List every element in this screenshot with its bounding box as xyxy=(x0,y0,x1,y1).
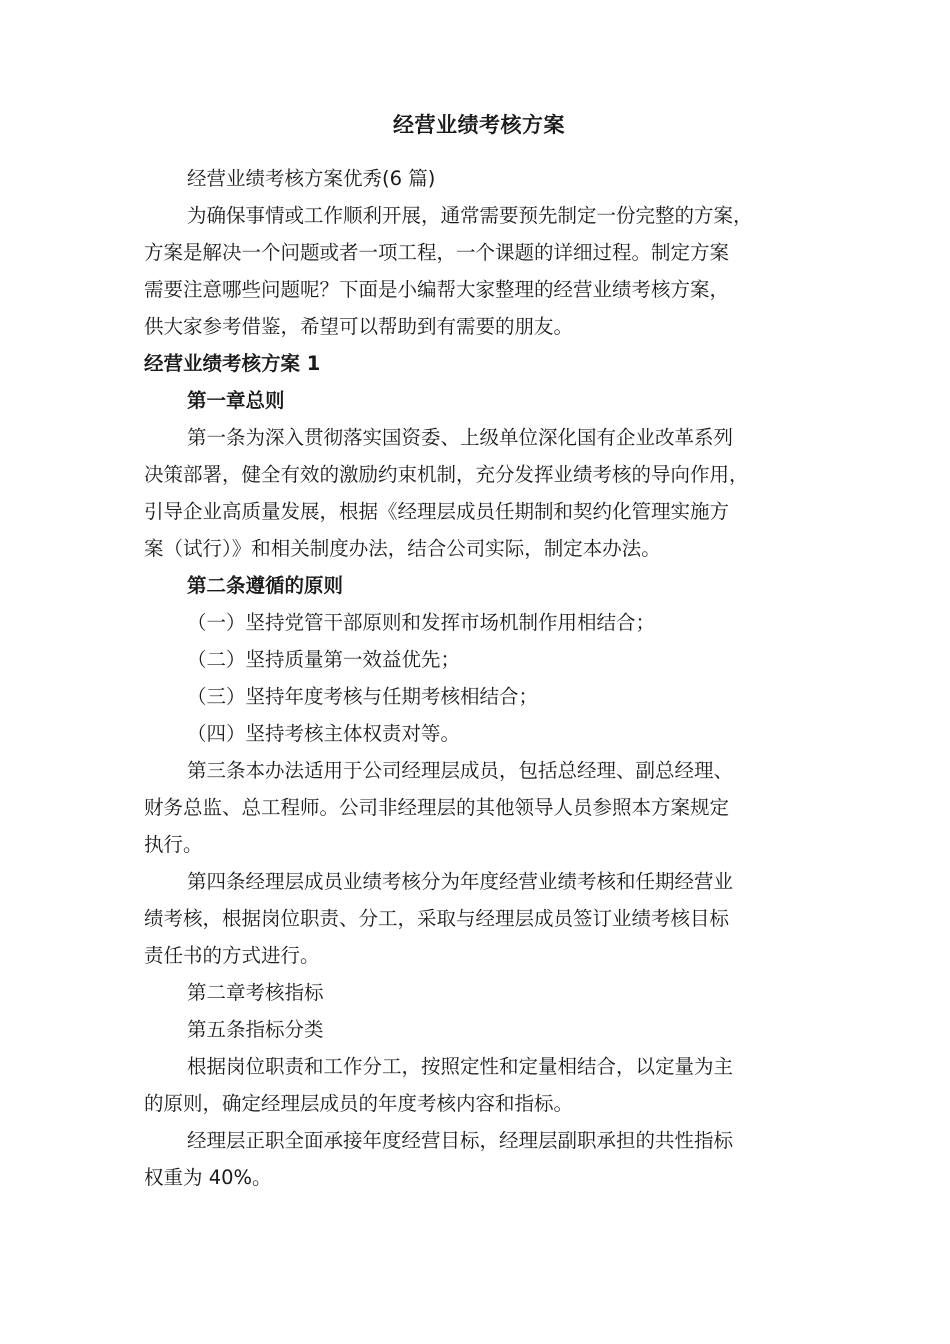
paragraph-line: 根据岗位职责和工作分工，按照定性和定量相结合，以定量为主 xyxy=(187,1055,734,1078)
document-page xyxy=(144,108,814,1196)
paragraph-line: 的原则，确定经理层成员的年度考核内容和指标。 xyxy=(144,1092,574,1115)
paragraph-line: 经营业绩考核方案优秀(6 篇) xyxy=(187,167,436,190)
paragraph-line: 责任书的方式进行。 xyxy=(144,944,320,967)
section-heading-line: 第二条遵循的原则 xyxy=(187,574,344,597)
paragraph-line: 方案是解决一个问题或者一项工程，一个课题的详细过程。制定方案 xyxy=(144,241,730,264)
paragraph-line: 权重为 40%。 xyxy=(144,1166,272,1189)
paragraph-line: 供大家参考借鉴，希望可以帮助到有需要的朋友。 xyxy=(144,315,574,338)
paragraph-line: （四）坚持考核主体权责对等。 xyxy=(187,722,461,745)
paragraph-line: 第二章考核指标 xyxy=(187,981,324,1004)
paragraph-line: 案（试行）》和相关制度办法，结合公司实际，制定本办法。 xyxy=(144,537,661,560)
paragraph-line: （三）坚持年度考核与任期考核相结合； xyxy=(187,685,539,708)
section-heading-line: 经营业绩考核方案 1 xyxy=(144,352,321,375)
paragraph-line: 决策部署，健全有效的激励约束机制，充分发挥业绩考核的导向作用， xyxy=(144,463,749,486)
section-heading-line: 第一章总则 xyxy=(187,389,285,412)
paragraph-line: 经理层正职全面承接年度经营目标，经理层副职承担的共性指标 xyxy=(187,1129,734,1152)
paragraph-line: 为确保事情或工作顺利开展，通常需要预先制定一份完整的方案， xyxy=(187,204,753,227)
paragraph-line: （二）坚持质量第一效益优先； xyxy=(187,648,461,671)
paragraph-line: （一）坚持党管干部原则和发挥市场机制作用相结合； xyxy=(187,611,656,634)
paragraph-line: 第三条本办法适用于公司经理层成员，包括总经理、副总经理、 xyxy=(187,759,734,782)
paragraph-line: 需要注意哪些问题呢？下面是小编帮大家整理的经营业绩考核方案， xyxy=(144,278,730,301)
paragraph-line: 执行。 xyxy=(144,833,203,856)
paragraph-line: 财务总监、总工程师。公司非经理层的其他领导人员参照本方案规定 xyxy=(144,796,730,819)
paragraph-line: 第一条为深入贯彻落实国资委、上级单位深化国有企业改革系列 xyxy=(187,426,734,449)
document-title: 经营业绩考核方案 xyxy=(393,113,565,137)
paragraph-line: 第五条指标分类 xyxy=(187,1018,324,1041)
paragraph-line: 第四条经理层成员业绩考核分为年度经营业绩考核和任期经营业 xyxy=(187,870,734,893)
paragraph-line: 绩考核，根据岗位职责、分工，采取与经理层成员签订业绩考核目标 xyxy=(144,907,730,930)
paragraph-line: 引导企业高质量发展，根据《经理层成员任期制和契约化管理实施方 xyxy=(144,500,730,523)
document-body xyxy=(144,160,814,1196)
